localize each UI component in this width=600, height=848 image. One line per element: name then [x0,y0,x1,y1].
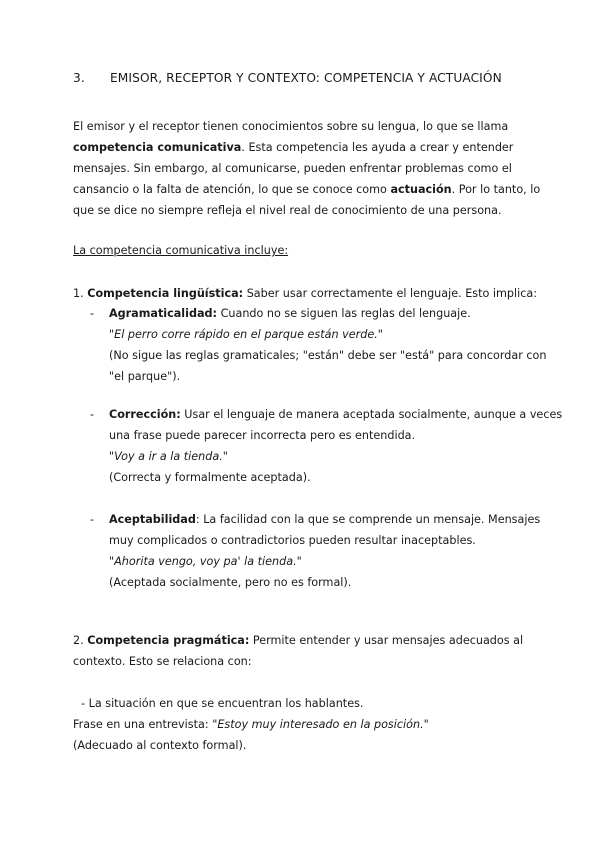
item-text: Cuando no se siguen las reglas del lenguaje. [217,307,471,320]
list-number: 1. [73,287,88,300]
competencia-pragmatica-text: Permite entender y usar mensajes adecuados al [249,634,524,647]
subheading: La competencia comunicativa incluye: [73,244,289,257]
intro-text: cansancio o la falta de atención, lo que se conoce como [73,183,391,196]
competencia-pragmatica-title: Competencia pragmática: [87,634,250,647]
competencia-linguistica-text: Saber usar correctamente el lenguaje. Esto implica: [243,287,538,300]
item-note: (Correcta y formalmente aceptada). [109,471,311,484]
competencia-pragmatica-details [73,693,543,756]
item-note: (Adecuado al contexto formal). [73,739,247,752]
example-sentence: "Voy a ir a la tienda." [109,450,228,463]
item-text: una frase puede parecer incorrecta pero es entendida. [109,429,416,442]
competencia-linguistica-heading [73,283,543,304]
section-number: 3. [73,71,85,85]
intro-line: que se dice no siempre refleja el nivel real de conocimiento de una persona. [73,204,502,217]
section-title: EMISOR, RECEPTOR Y CONTEXTO: COMPETENCIA Y ACTUACIÓN [110,71,502,85]
intro-text: . Esta competencia les ayuda a crear y entender [241,141,514,154]
competencia-linguistica-title: Competencia lingüística: [87,287,244,300]
intro-paragraph [73,116,543,221]
situation-bullet: - La situación en que se encuentran los hablantes. [81,697,364,710]
intro-line [73,179,543,200]
list-number: 2. [73,634,88,647]
item-text: : La facilidad con la que se comprende un mensaje. Mensajes [195,513,541,526]
item-note: "el parque"). [109,370,181,383]
competencia-pragmatica-text: contexto. Esto se relaciona con: [73,655,252,668]
example-sentence: "Ahorita vengo, voy pa' la tienda." [109,555,302,568]
term-agramaticalidad: Agramaticalidad: [109,307,218,320]
term-aceptabilidad: Aceptabilidad [109,513,196,526]
intro-line: mensajes. Sin embargo, al comunicarse, pueden enfrentar problemas como el [73,162,512,175]
intro-line: El emisor y el receptor tienen conocimientos sobre su lengua, lo que se llama [73,120,509,133]
section-heading [73,68,553,88]
bullet-dash: - [90,513,95,526]
term-actuacion: actuación [390,183,452,196]
example-label: Frase en una entrevista: [73,718,213,731]
intro-line [73,137,543,158]
bullet-dash: - [90,307,95,320]
term-correccion: Corrección: [109,408,181,421]
item-text: Usar el lenguaje de manera aceptada socialmente, aunque a veces [180,408,563,421]
item-note: (No sigue las reglas gramaticales; "están" debe ser "está" para concordar con [109,349,547,362]
term-competencia-comunicativa: competencia comunicativa [73,141,242,154]
bullet-dash: - [90,408,95,421]
list-item-agramaticalidad [90,303,547,387]
list-item-correccion [90,404,563,488]
competencia-pragmatica-paragraph [73,630,543,672]
intro-text: . Por lo tanto, lo [451,183,541,196]
example-sentence: "Estoy muy interesado en la posición." [212,718,429,731]
example-sentence: "El perro corre rápido en el parque están verde." [109,328,383,341]
item-note: (Aceptada socialmente, pero no es formal). [109,576,352,589]
item-text: muy complicados o contradictorios pueden resultar inaceptables. [109,534,476,547]
list-item-aceptabilidad [90,509,540,593]
